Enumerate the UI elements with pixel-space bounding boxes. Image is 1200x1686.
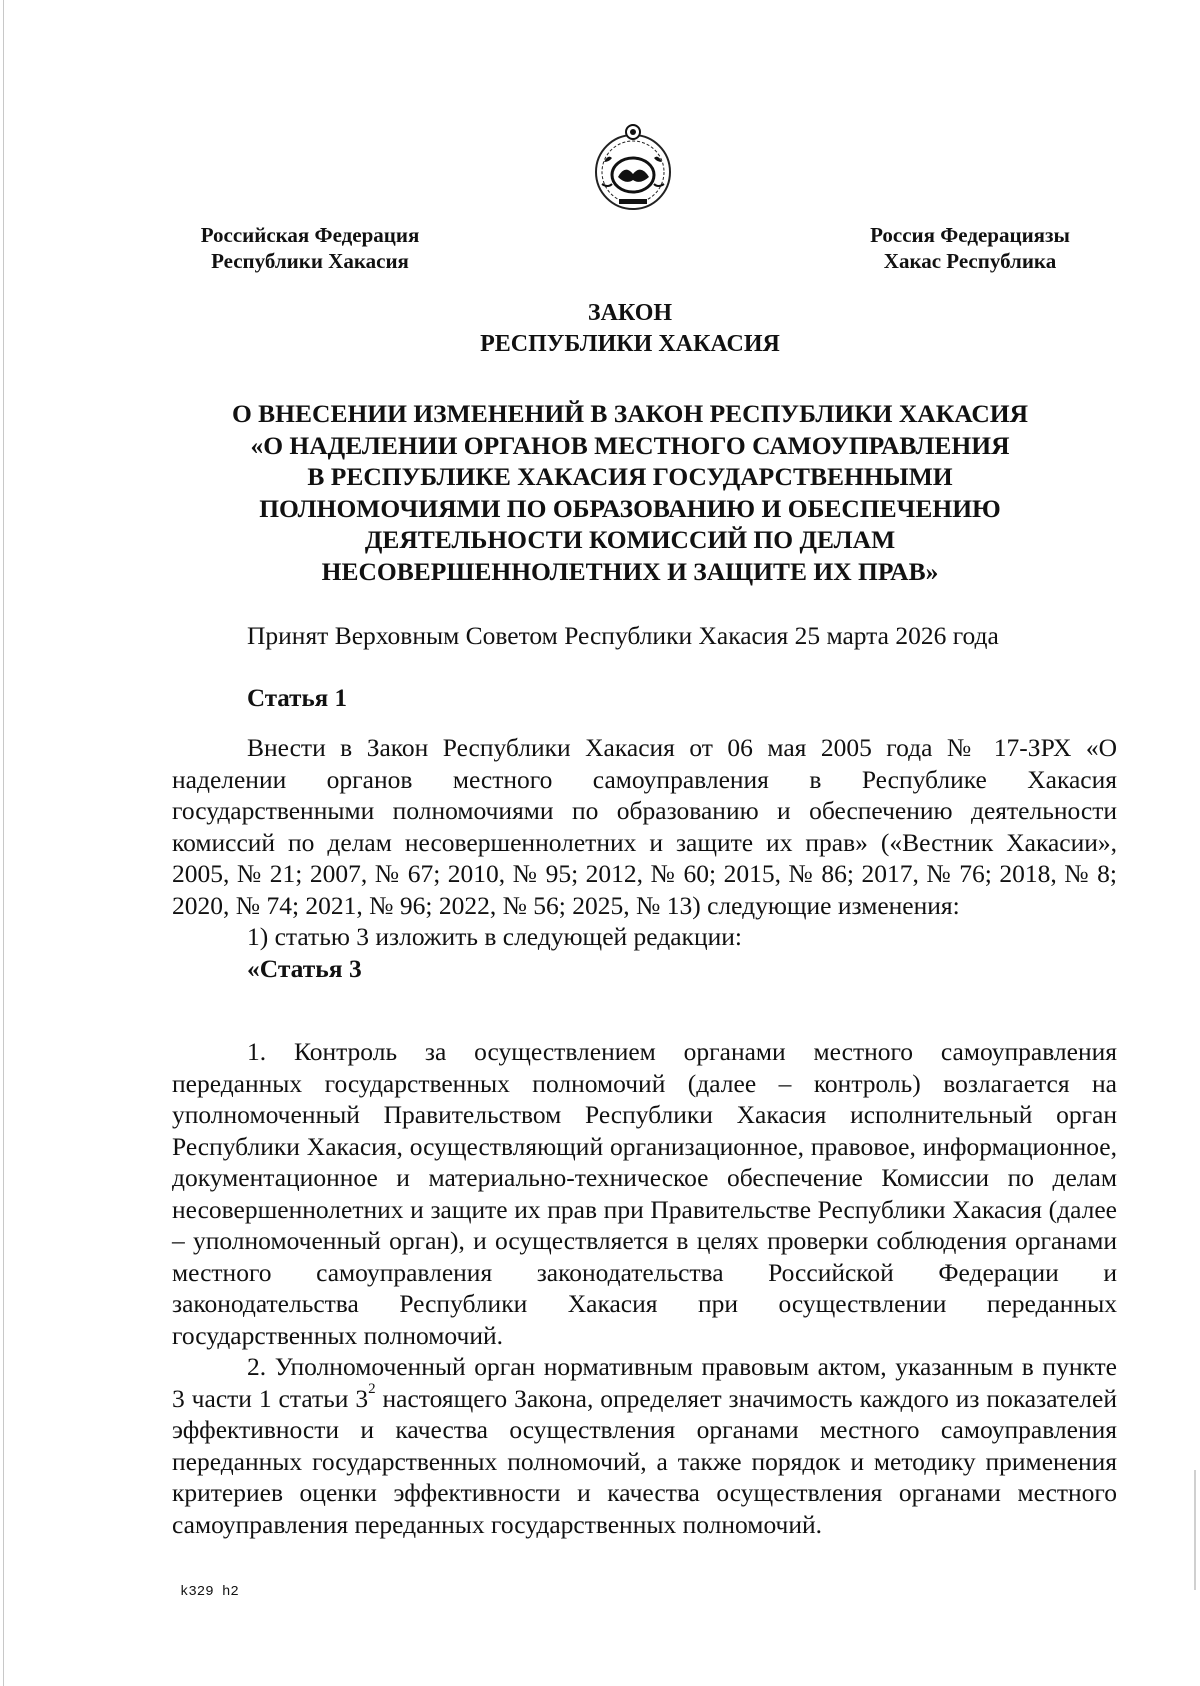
paragraph-2-start: 2. Уполномоченный орган нормативным правовым актом, указанным в пункте 3 части 1 статьи 3: [172, 1352, 1117, 1413]
scan-left-edge: [3, 0, 4, 1686]
law-subject-line: О ВНЕСЕНИИ ИЗМЕНЕНИЙ В ЗАКОН РЕСПУБЛИКИ ХАКАСИЯ: [231, 399, 1029, 428]
header-right-line1: Россия Федерациязы: [870, 223, 1070, 247]
article-1-intro: Внести в Закон Республики Хакасия от 06 мая 2005 года № 17-ЗРХ «О наделении органов местного самоуправления в Республике Хакасия государственными полномочиями по образованию и обеспечению деятельности комиссий по делам несовершеннолетних и защите их прав» («Вестник Хакасии», 2005, № 21; 2007, № 67; 2010, № 95; 2012, № 60; 2015, № 86; 2017, № 76; 2018, № 8; 2020, № 74; 2021, № 96; 2022, № 56; 2025, № 13) следующие изменения:: [172, 733, 1117, 920]
law-subject: [160, 398, 1100, 587]
adoption-note: Принят Верховным Советом Республики Хакасия 25 марта 2026 года: [247, 621, 999, 650]
law-subject-line: ДЕЯТЕЛЬНОСТИ КОМИССИЙ ПО ДЕЛАМ: [364, 525, 896, 554]
header-left-line1: Российская Федерация: [200, 223, 420, 247]
law-subject-line: «О НАДЕЛЕНИИ ОРГАНОВ МЕСТНОГО САМОУПРАВЛЕНИЯ: [250, 430, 1010, 460]
paragraph-2-end: настоящего Закона, определяет значимость каждого из показателей эффективности и качества осуществления органами местного самоуправления переданных государственных полномочий, а также порядок и методику применения критериев оценки эффективности и качества осуществления органами местного самоуправления переданных государственных полномочий.: [172, 1383, 1117, 1539]
superscript: 2: [368, 1381, 376, 1397]
law-issuer: РЕСПУБЛИКИ ХАКАСИЯ: [480, 331, 780, 357]
law-subject-line: НЕСОВЕРШЕННОЛЕТНИХ И ЗАЩИТЕ ИХ ПРАВ»: [321, 556, 939, 586]
article-1-body: [172, 732, 1117, 984]
law-title: [160, 298, 1100, 360]
law-subject-line: В РЕСПУБЛИКЕ ХАКАСИЯ ГОСУДАРСТВЕННЫМИ: [307, 462, 953, 491]
article-3-paragraph-2: [172, 1351, 1117, 1540]
article-1-item-1: 1) статью 3 изложить в следующей редакции:: [247, 922, 742, 951]
header-left-line2: Республики Хакасия: [211, 249, 409, 273]
law-type: ЗАКОН: [587, 300, 673, 326]
scan-right-mark: [1194, 1470, 1196, 1590]
article-1-heading: Статья 1: [247, 685, 347, 712]
quoted-article-3-heading: «Статья 3: [247, 953, 362, 983]
header-right-line2: Хакас Республика: [883, 249, 1057, 273]
header-right: [840, 222, 1100, 274]
article-3-text: [172, 1036, 1117, 1540]
article-3-paragraph-1: 1. Контроль за осуществлением органами местного самоуправления переданных государственных полномочий (далее – контроль) возлагается на уполномоченный Правительством Республики Хакасия исполнительный орган Республики Хакасия, осуществляющий организационное, правовое, информационное, документационное и материально-техническое обеспечение Комиссии по делам несовершеннолетних и защите их прав при Правительстве Республики Хакасия (далее – уполномоченный орган), и осуществляется в целях проверки соблюдения органами местного самоуправления законодательства Российской Федерации и законодательства Республики Хакасия при осуществлении переданных государственных полномочий.: [172, 1037, 1117, 1350]
footer-code: k329 h2: [180, 1584, 239, 1600]
law-subject-line: ПОЛНОМОЧИЯМИ ПО ОБРАЗОВАНИЮ И ОБЕСПЕЧЕНИЮ: [259, 493, 1001, 523]
header-left: [180, 222, 440, 274]
coat-of-arms-emblem: [592, 122, 674, 212]
